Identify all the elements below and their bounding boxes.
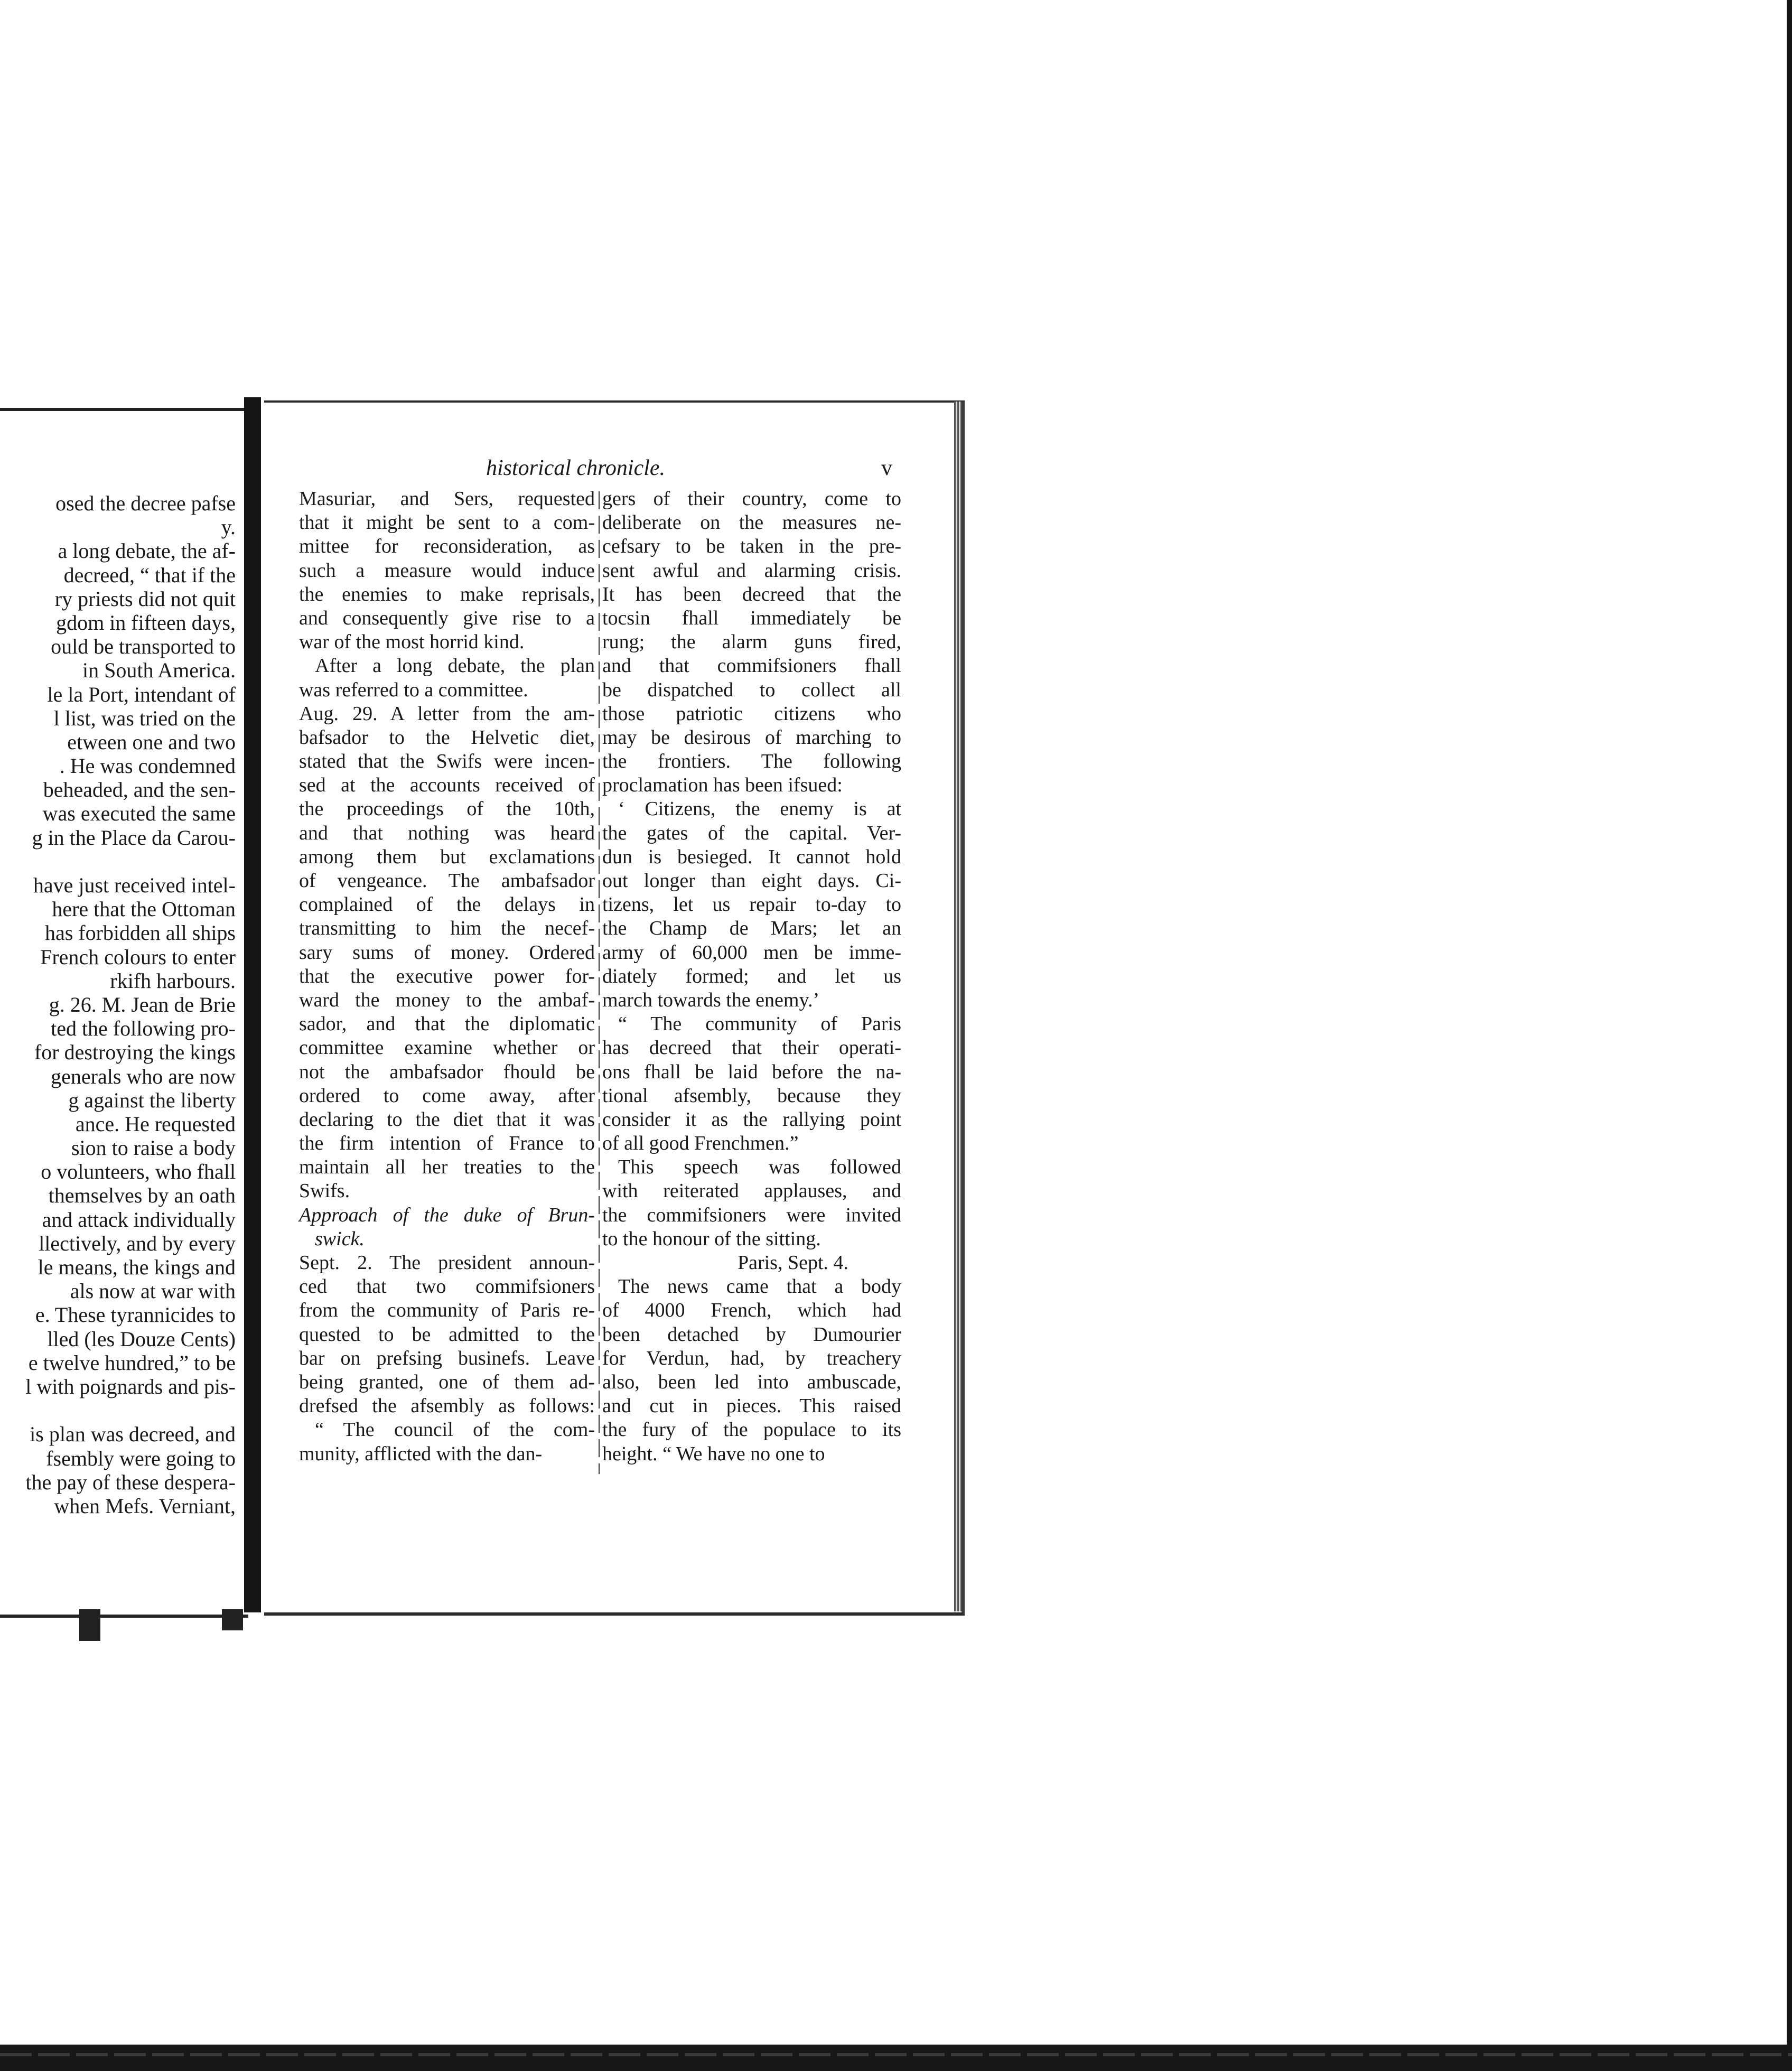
- text-line: in South America.: [82, 658, 236, 683]
- text-line: gers of their country, come to: [602, 488, 901, 510]
- page-number: v: [881, 456, 892, 480]
- text-line: for Verdun, had, by treachery: [602, 1347, 901, 1369]
- text-line: ry priests did not quit: [54, 586, 236, 611]
- text-line: munity, afflicted with the dan-: [299, 1442, 543, 1465]
- text-line: fsembly were going to: [46, 1446, 236, 1470]
- text-line: etween one and two: [67, 730, 236, 754]
- text-line: sent awful and alarming crisis.: [602, 559, 901, 582]
- text-line: proclamation has been ifsued:: [602, 774, 843, 797]
- text-line: to the honour of the sitting.: [602, 1227, 821, 1250]
- text-line: g in the Place da Carou-: [32, 825, 236, 850]
- text-line: out longer than eight days. Ci-: [602, 870, 901, 892]
- text-line: and that commifsioners fhall: [602, 655, 901, 677]
- text-line: height. “ We have no one to: [602, 1442, 825, 1465]
- text-line: the Champ de Mars; let an: [602, 917, 901, 940]
- text-line: lled (les Douze Cents): [47, 1327, 236, 1351]
- text-line: ance. He requested: [75, 1112, 236, 1136]
- text-line: sion to raise a body: [71, 1136, 236, 1160]
- binding-tab: [79, 1609, 100, 1641]
- text-line: beheaded, and the sen-: [43, 778, 236, 802]
- text-line: ons fhall be laid before the na-: [602, 1060, 901, 1083]
- text-line: deliberate on the measures ne-: [602, 511, 901, 534]
- text-line: tocsin fhall immediately be: [602, 607, 901, 629]
- text-line: g. 26. M. Jean de Brie: [49, 992, 236, 1016]
- text-line: Masuriar, and Sers, requested: [299, 488, 595, 510]
- text-line: the pay of these despera-: [25, 1470, 236, 1494]
- text-line: among them but exclamations: [299, 845, 595, 868]
- text-line: “ The community of Paris: [618, 1013, 901, 1036]
- text-line: here that the Ottoman: [52, 897, 236, 921]
- text-line: be dispatched to collect all: [602, 678, 901, 701]
- text-line: stated that the Swifs were incen-: [299, 750, 595, 773]
- text-line: cefsary to be taken in the pre-: [602, 535, 901, 558]
- text-line: committee examine whether or: [299, 1037, 595, 1059]
- text-line: when Mefs. Verniant,: [54, 1494, 236, 1518]
- running-title: historical chronicle.: [486, 456, 666, 480]
- text-line: ced that two commifsioners: [299, 1275, 595, 1298]
- text-line: for destroying the kings: [34, 1040, 236, 1065]
- text-line: quested to be admitted to the: [299, 1323, 595, 1346]
- text-line: tizens, let us repair to-day to: [602, 893, 901, 916]
- scan-border-bottom: [0, 2045, 1792, 2071]
- text-line: sary sums of money. Ordered: [299, 941, 595, 964]
- text-line: Swifs.: [299, 1180, 350, 1202]
- text-line: has forbidden all ships: [44, 921, 236, 945]
- text-line: army of 60,000 men be imme-: [602, 941, 901, 964]
- text-line: rkifh harbours.: [110, 968, 236, 993]
- text-line: the fury of the populace to its: [602, 1419, 901, 1441]
- text-line: This speech was followed: [618, 1156, 901, 1179]
- text-line: have just received intel-: [33, 873, 236, 897]
- book-gutter: [244, 397, 261, 1612]
- text-line: le la Port, intendant of: [47, 682, 236, 706]
- text-line: gdom in fifteen days,: [56, 610, 236, 635]
- text-column-2: [602, 487, 901, 1466]
- text-line: of vengeance. The ambafsador: [299, 870, 595, 892]
- text-line: [0, 850, 236, 873]
- left-page-text: [0, 491, 236, 1518]
- text-line: swick.: [315, 1227, 365, 1250]
- scan-border-right: [1787, 0, 1792, 2071]
- text-line: ‘ Citizens, the enemy is at: [618, 798, 901, 820]
- text-line: maintain all her treaties to the: [299, 1156, 595, 1179]
- text-line: from the community of Paris re-: [299, 1299, 595, 1322]
- text-line: French colours to enter: [40, 945, 236, 969]
- text-line: ted the following pro-: [51, 1016, 236, 1041]
- text-line: The news came that a body: [618, 1275, 901, 1298]
- text-line: It has been decreed that the: [602, 583, 901, 605]
- text-line: “ The council of the com-: [315, 1419, 595, 1441]
- text-line: Approach of the duke of Brun-: [299, 1204, 595, 1226]
- text-line: with reiterated applauses, and: [602, 1180, 901, 1202]
- text-line: o volunteers, who fhall: [41, 1160, 236, 1184]
- text-line: llectively, and by every: [39, 1231, 236, 1255]
- text-line: of 4000 French, which had: [602, 1299, 901, 1322]
- text-line: and consequently give rise to a: [299, 607, 595, 629]
- text-line: has decreed that their operati-: [602, 1037, 901, 1059]
- text-line: that it might be sent to a com-: [299, 511, 595, 534]
- binding-tab: [222, 1609, 243, 1630]
- text-line: Sept. 2. The president announ-: [299, 1252, 595, 1274]
- text-line: dun is besieged. It cannot hold: [602, 845, 901, 868]
- text-line: march towards the enemy.’: [602, 988, 820, 1011]
- text-line: and attack individually: [42, 1207, 236, 1232]
- text-line: declaring to the diet that it was: [299, 1108, 595, 1131]
- text-line: drefsed the afsembly as follows:: [299, 1395, 595, 1417]
- text-line: been detached by Dumourier: [602, 1323, 901, 1346]
- text-line: ordered to come away, after: [299, 1084, 595, 1107]
- text-line: After a long debate, the plan: [315, 655, 595, 677]
- text-line: [0, 1398, 236, 1422]
- text-line: a long debate, the af-: [58, 539, 236, 563]
- text-line: was executed the same: [42, 801, 236, 826]
- text-line: the firm intention of France to: [299, 1132, 595, 1155]
- text-line: being granted, one of them ad-: [299, 1370, 595, 1393]
- text-line: ward the money to the ambaf-: [299, 988, 595, 1011]
- text-line: and that nothing was heard: [299, 822, 595, 844]
- text-line: diately formed; and let us: [602, 965, 901, 987]
- text-line: is plan was decreed, and: [30, 1422, 236, 1447]
- text-line: transmitting to him the necef-: [299, 917, 595, 940]
- page-edge: [954, 402, 962, 1611]
- text-line: mittee for reconsideration, as: [299, 535, 595, 558]
- text-line: decreed, “ that if the: [63, 563, 236, 587]
- text-line: the commifsioners were invited: [602, 1204, 901, 1226]
- text-line: those patriotic citizens who: [602, 702, 901, 725]
- column-rule: [599, 491, 600, 1474]
- text-line: consider it as the rallying point: [602, 1108, 901, 1131]
- text-line: y.: [221, 515, 236, 539]
- text-line: Paris, Sept. 4.: [737, 1252, 848, 1274]
- text-line: ould be transported to: [51, 635, 236, 659]
- text-line: g against the liberty: [68, 1088, 236, 1112]
- text-line: themselves by an oath: [48, 1183, 236, 1208]
- text-line: the frontiers. The following: [602, 750, 901, 773]
- text-line: complained of the delays in: [299, 893, 595, 916]
- text-line: bafsador to the Helvetic diet,: [299, 726, 595, 749]
- text-line: l with poignards and pis-: [25, 1374, 236, 1398]
- text-line: generals who are now: [51, 1064, 236, 1088]
- text-line: of all good Frenchmen.”: [602, 1132, 799, 1155]
- left-page: [0, 408, 248, 1618]
- text-line: sed at the accounts received of: [299, 774, 595, 797]
- text-line: e. These tyrannicides to: [35, 1303, 236, 1327]
- text-line: tional afsembly, because they: [602, 1084, 901, 1107]
- text-line: such a measure would induce: [299, 559, 595, 582]
- text-line: war of the most horrid kind.: [299, 631, 525, 654]
- text-line: the enemies to make reprisals,: [299, 583, 595, 605]
- text-line: le means, the kings and: [38, 1255, 236, 1279]
- text-line: rung; the alarm guns fired,: [602, 631, 901, 654]
- text-line: that the executive power for-: [299, 965, 595, 987]
- text-line: was referred to a committee.: [299, 678, 528, 701]
- text-column-1: [299, 487, 595, 1466]
- text-line: e twelve hundred,” to be: [28, 1350, 236, 1375]
- text-line: also, been led into ambuscade,: [602, 1370, 901, 1393]
- text-line: als now at war with: [70, 1279, 236, 1303]
- text-line: sador, and that the diplomatic: [299, 1013, 595, 1036]
- text-line: osed the decree pafse: [55, 491, 236, 515]
- text-line: . He was condemned: [59, 754, 236, 778]
- text-line: and cut in pieces. This raised: [602, 1395, 901, 1417]
- text-line: bar on prefsing businefs. Leave: [299, 1347, 595, 1369]
- text-line: l list, was tried on the: [53, 706, 236, 730]
- text-line: may be desirous of marching to: [602, 726, 901, 749]
- text-line: the proceedings of the 10th,: [299, 798, 595, 820]
- text-line: not the ambafsador fhould be: [299, 1060, 595, 1083]
- text-line: the gates of the capital. Ver-: [602, 822, 901, 844]
- text-line: Aug. 29. A letter from the am-: [299, 702, 595, 725]
